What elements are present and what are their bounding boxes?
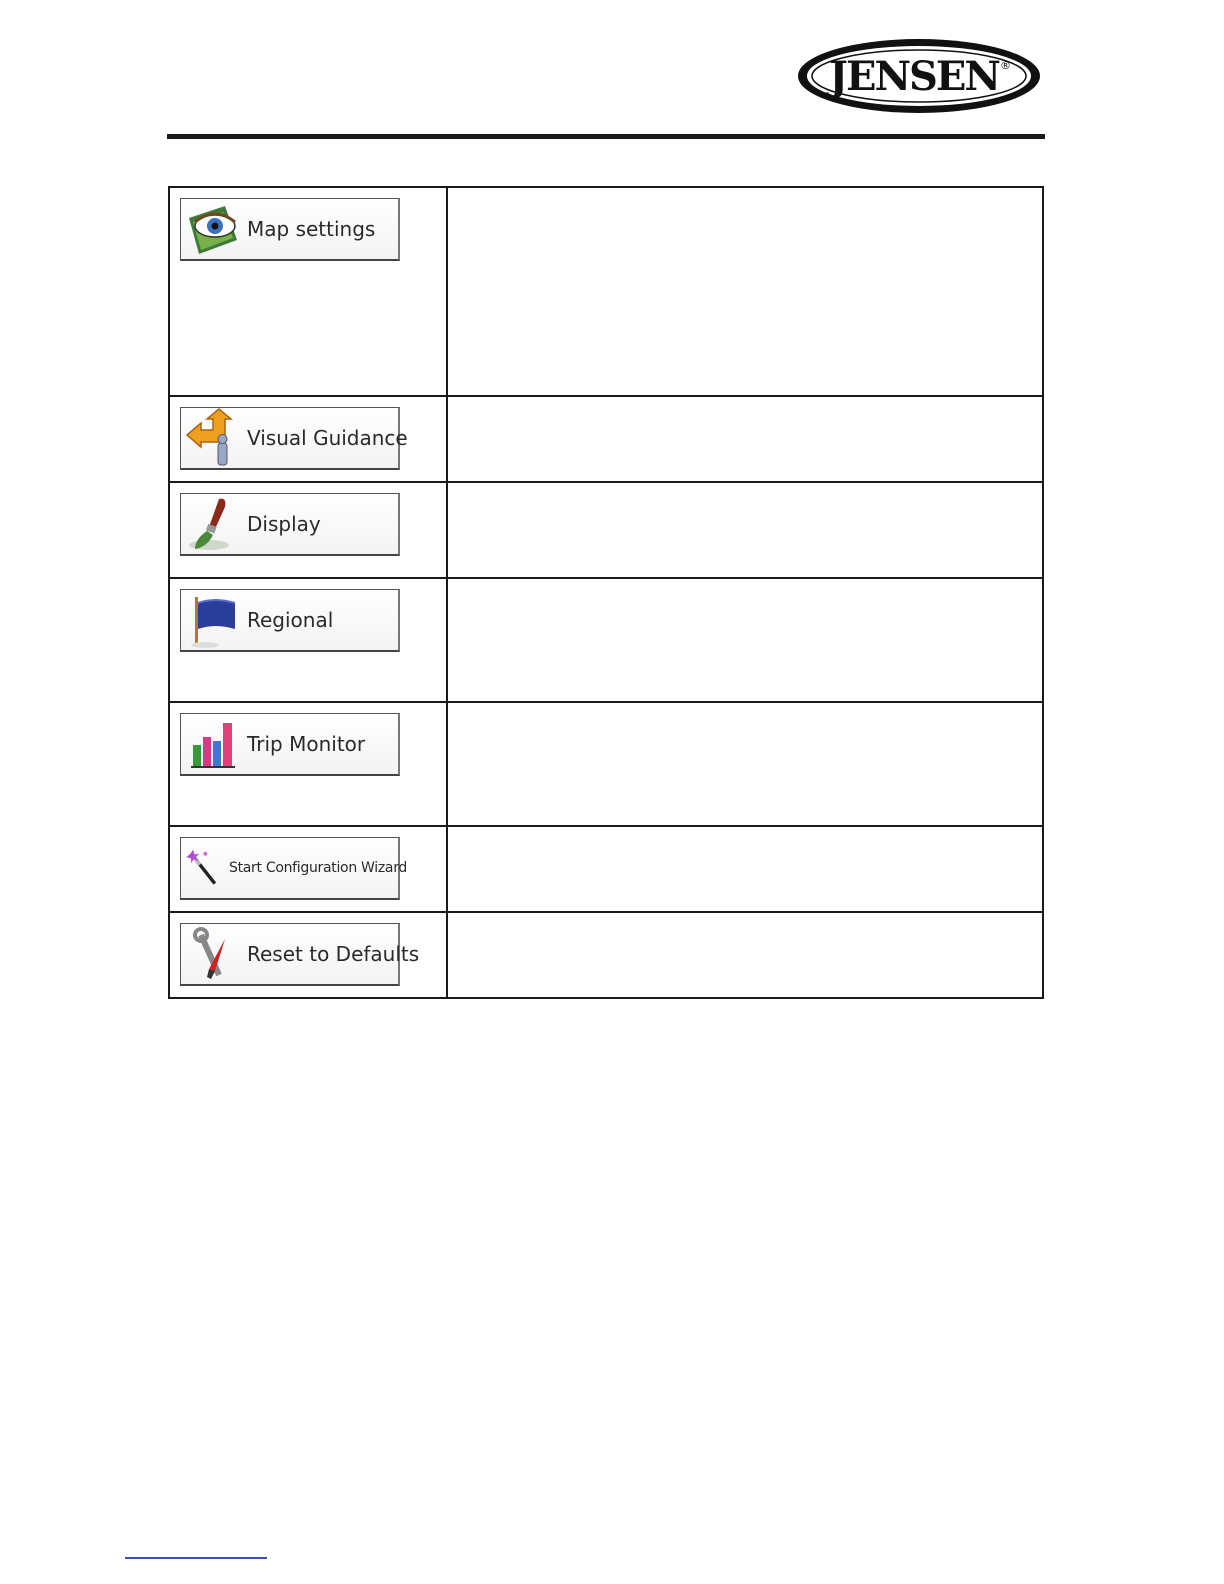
button-label: Start Configuration Wizard: [229, 860, 407, 876]
reset-to-defaults-button[interactable]: [180, 923, 420, 986]
header-rule: [167, 134, 1045, 139]
jensen-logo: [796, 37, 1042, 115]
reset-wrench-icon: [185, 925, 241, 983]
button-cell: [169, 912, 447, 998]
description-cell: [447, 396, 1043, 482]
bar-chart-icon: [185, 715, 241, 773]
button-label: Trip Monitor: [247, 732, 366, 756]
button-label: Display: [247, 512, 321, 536]
table-row: [169, 826, 1043, 912]
description-cell: [447, 912, 1043, 998]
regional-button[interactable]: [180, 589, 400, 652]
button-label: Visual Guidance: [247, 426, 408, 450]
footer-link-line[interactable]: [125, 1557, 267, 1559]
button-cell: [169, 187, 447, 396]
paintbrush-icon: [185, 495, 241, 553]
table-row: [169, 482, 1043, 578]
description-cell: [447, 482, 1043, 578]
flag-icon: [185, 591, 241, 649]
table-row: [169, 912, 1043, 998]
table-row: [169, 187, 1043, 396]
button-label: Reset to Defaults: [247, 942, 420, 966]
button-cell: [169, 396, 447, 482]
description-cell: [447, 826, 1043, 912]
button-cell: [169, 702, 447, 826]
magic-wand-icon: [185, 839, 223, 897]
button-label: Map settings: [247, 217, 376, 241]
logo-registered-mark: ®: [1000, 59, 1011, 72]
table-row: [169, 702, 1043, 826]
description-cell: [447, 578, 1043, 702]
table-row: [169, 578, 1043, 702]
description-cell: [447, 702, 1043, 826]
button-cell: [169, 578, 447, 702]
visual-guidance-button[interactable]: [180, 407, 408, 470]
settings-table: [168, 186, 1044, 999]
trip-monitor-button[interactable]: [180, 713, 400, 776]
start-configuration-wizard-button[interactable]: [180, 837, 407, 900]
button-cell: [169, 482, 447, 578]
map-eye-icon: [185, 200, 241, 258]
display-button[interactable]: [180, 493, 400, 556]
table-row: [169, 396, 1043, 482]
route-arrow-icon: [185, 409, 241, 467]
button-label: Regional: [247, 608, 334, 632]
description-cell: [447, 187, 1043, 396]
map-settings-button[interactable]: [180, 198, 400, 261]
logo-text: JENSEN: [829, 53, 999, 100]
button-cell: [169, 826, 447, 912]
